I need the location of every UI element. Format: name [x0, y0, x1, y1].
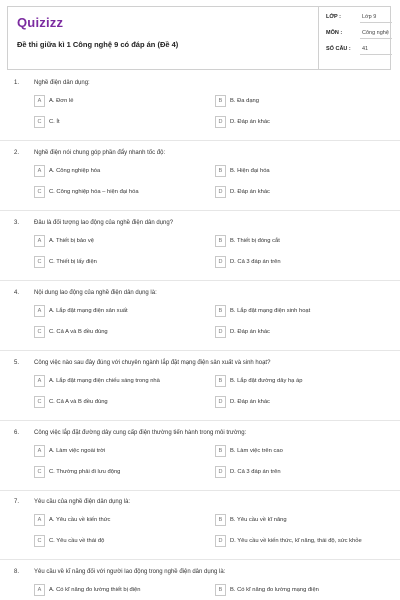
option-letter: B — [215, 235, 226, 247]
question-divider — [0, 559, 400, 560]
option-d[interactable] — [215, 396, 387, 410]
question-text: Yêu cầu của nghề điện dân dụng là: — [34, 499, 131, 505]
option-text: B. Có kĩ năng đo lường mạng điện — [230, 587, 319, 593]
option-text: D. Cả 3 đáp án trên — [230, 259, 281, 265]
option-letter: A — [34, 375, 45, 387]
meta-question-count-label: SỐ CÂU : — [326, 46, 351, 52]
option-letter: A — [34, 165, 45, 177]
worksheet-header — [7, 6, 391, 70]
option-letter: A — [34, 584, 45, 596]
question-text: Yêu cầu về kĩ năng đối với người lao động trong nghề điện dân dụng là: — [34, 569, 226, 575]
option-b[interactable] — [215, 305, 387, 319]
meta-question-count — [326, 43, 390, 55]
question-number: 7. — [14, 499, 20, 505]
option-letter: D — [215, 466, 226, 478]
option-letter: B — [215, 445, 226, 457]
option-letter: D — [215, 186, 226, 198]
option-letter: D — [215, 326, 226, 338]
option-c[interactable] — [34, 535, 206, 549]
option-text: D. Đáp án khác — [230, 329, 270, 335]
option-letter: B — [215, 165, 226, 177]
option-text: B. Làm việc trên cao — [230, 448, 283, 454]
question-8 — [0, 569, 400, 600]
option-c[interactable] — [34, 396, 206, 410]
option-d[interactable] — [215, 256, 387, 270]
question-number: 1. — [14, 80, 20, 86]
question-number: 5. — [14, 360, 20, 366]
option-letter: C — [34, 186, 45, 198]
option-letter: C — [34, 116, 45, 128]
option-text: A. Lắp đặt mạng điện sản xuất — [49, 308, 128, 314]
option-d[interactable] — [215, 326, 387, 340]
option-d[interactable] — [215, 466, 387, 480]
option-a[interactable] — [34, 165, 206, 179]
question-text: Nội dung lao động của nghề điện dân dụng là: — [34, 290, 157, 296]
option-text: C. Công nghiệp hóa – hiện đại hóa — [49, 189, 139, 195]
option-text: D. Cả 3 đáp án trên — [230, 469, 281, 475]
question-number: 4. — [14, 290, 20, 296]
meta-question-count-line — [360, 54, 392, 55]
meta-class — [326, 11, 390, 23]
option-c[interactable] — [34, 256, 206, 270]
option-d[interactable] — [215, 535, 387, 549]
option-letter: D — [215, 256, 226, 268]
option-letter: B — [215, 514, 226, 526]
option-text: C. Thiết bị lấy điện — [49, 259, 97, 265]
question-number: 6. — [14, 430, 20, 436]
quizizz-logo: Quizizz — [17, 15, 64, 30]
option-text: B. Lắp đặt đường dây hạ áp — [230, 378, 303, 384]
option-b[interactable] — [215, 584, 387, 598]
option-b[interactable] — [215, 95, 387, 109]
option-text: A. Làm việc ngoài trời — [49, 448, 106, 454]
option-letter: B — [215, 95, 226, 107]
question-divider — [0, 140, 400, 141]
option-text: A. Đơn lẻ — [49, 98, 74, 104]
option-d[interactable] — [215, 116, 387, 130]
question-5 — [0, 360, 400, 430]
question-number: 3. — [14, 220, 20, 226]
option-letter: D — [215, 116, 226, 128]
option-letter: A — [34, 305, 45, 317]
option-text: C. Cả A và B đều đúng — [49, 399, 108, 405]
meta-class-line — [360, 22, 392, 23]
meta-subject — [326, 27, 390, 39]
option-c[interactable] — [34, 116, 206, 130]
option-letter: A — [34, 514, 45, 526]
option-letter: C — [34, 466, 45, 478]
option-d[interactable] — [215, 186, 387, 200]
option-letter: C — [34, 396, 45, 408]
option-b[interactable] — [215, 235, 387, 249]
option-letter: A — [34, 235, 45, 247]
question-divider — [0, 210, 400, 211]
question-6 — [0, 430, 400, 500]
question-1 — [0, 80, 400, 150]
meta-subject-label: MÔN : — [326, 30, 343, 36]
question-text: Nghề điện dân dụng: — [34, 80, 90, 86]
option-text: A. Có kĩ năng đo lường thiết bị điện — [49, 587, 141, 593]
option-text: C. Cả A và B đều đúng — [49, 329, 108, 335]
option-a[interactable] — [34, 514, 206, 528]
option-text: A. Thiết bị bảo vệ — [49, 238, 95, 244]
option-text: D. Yêu cầu về kiến thức, kĩ năng, thái độ, sức khỏe — [230, 538, 362, 544]
option-text: D. Đáp án khác — [230, 189, 270, 195]
option-text: C. Thường phải đi lưu động — [49, 469, 121, 475]
option-letter: C — [34, 256, 45, 268]
option-text: C. Yêu cầu về thái độ — [49, 538, 105, 544]
question-divider — [0, 420, 400, 421]
question-3 — [0, 220, 400, 290]
option-letter: C — [34, 535, 45, 547]
option-text: D. Đáp án khác — [230, 119, 270, 125]
option-letter: B — [215, 305, 226, 317]
option-a[interactable] — [34, 305, 206, 319]
option-a[interactable] — [34, 584, 206, 598]
option-a[interactable] — [34, 95, 206, 109]
question-2 — [0, 150, 400, 220]
option-c[interactable] — [34, 326, 206, 340]
option-letter: D — [215, 535, 226, 547]
option-text: A. Công nghiệp hóa — [49, 168, 101, 174]
option-a[interactable] — [34, 235, 206, 249]
meta-class-label: LỚP : — [326, 14, 341, 20]
option-text: B. Đa dạng — [230, 98, 260, 104]
option-text: A. Yêu cầu về kiến thức — [49, 517, 111, 523]
option-letter: D — [215, 396, 226, 408]
option-letter: A — [34, 445, 45, 457]
meta-question-count-value: 41 — [362, 46, 369, 52]
option-b[interactable] — [215, 375, 387, 389]
option-c[interactable] — [34, 186, 206, 200]
option-c[interactable] — [34, 466, 206, 480]
option-letter: B — [215, 375, 226, 387]
question-number: 8. — [14, 569, 20, 575]
meta-subject-value: Công nghệ — [362, 30, 389, 36]
option-a[interactable] — [34, 375, 206, 389]
option-letter: C — [34, 326, 45, 338]
meta-subject-line — [360, 38, 392, 39]
question-text: Công việc nào sau đây đúng với chuyên ngành lắp đặt mạng điện sản xuất và sinh hoạt? — [34, 360, 271, 366]
question-divider — [0, 280, 400, 281]
option-letter: A — [34, 95, 45, 107]
header-divider — [318, 7, 319, 69]
question-text: Đâu là đối tượng lao động của nghề điện dân dụng? — [34, 220, 174, 226]
question-7 — [0, 499, 400, 569]
option-b[interactable] — [215, 445, 387, 459]
question-divider — [0, 490, 400, 491]
option-b[interactable] — [215, 514, 387, 528]
option-text: C. Ít — [49, 119, 60, 125]
option-text: B. Thiết bị đóng cắt — [230, 238, 280, 244]
question-number: 2. — [14, 150, 20, 156]
option-a[interactable] — [34, 445, 206, 459]
question-text: Nghề điện nói chung góp phần đẩy nhanh tốc độ: — [34, 150, 166, 156]
page-title: Đề thi giữa kì 1 Công nghệ 9 có đáp án (Đề 4) — [17, 40, 179, 49]
question-text: Công việc lắp đặt đường dây cung cấp điện thường tiến hành trong môi trường: — [34, 430, 247, 436]
meta-class-value: Lớp 9 — [362, 14, 377, 20]
option-text: A. Lắp đặt mạng điện chiếu sáng trong nhà — [49, 378, 160, 384]
option-b[interactable] — [215, 165, 387, 179]
option-text: B. Hiện đại hóa — [230, 168, 270, 174]
option-text: D. Đáp án khác — [230, 399, 270, 405]
question-divider — [0, 350, 400, 351]
option-text: B. Yêu cầu về kĩ năng — [230, 517, 287, 523]
question-4 — [0, 290, 400, 360]
option-letter: B — [215, 584, 226, 596]
option-text: B. Lắp đặt mạng điện sinh hoạt — [230, 308, 311, 314]
